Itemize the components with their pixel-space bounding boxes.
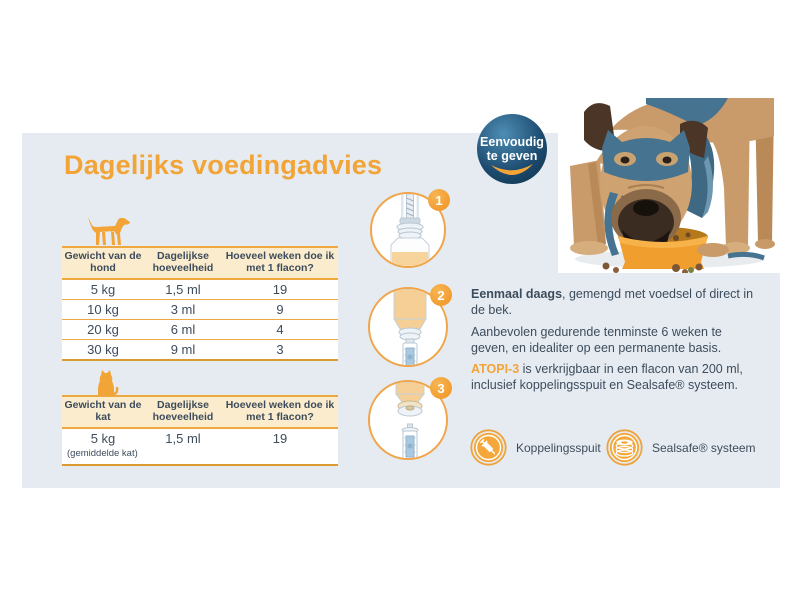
paragraph-availability-lead: ATOPI-3 [471, 362, 520, 376]
paragraph-dosing [471, 287, 767, 318]
step-1 [370, 192, 446, 268]
table-row [62, 429, 338, 448]
cell-amount: 6 ml [170, 321, 196, 337]
table-row [62, 300, 338, 320]
dog-table-header-amount: Dagelijkse hoeveelheid [152, 250, 214, 275]
cell-weeks: 19 [272, 430, 288, 446]
dog-table-header [62, 246, 338, 280]
cell-weight: 30 kg [87, 341, 119, 357]
table-row [62, 320, 338, 340]
badge-line2: te geven [486, 149, 538, 163]
dog-feeding-table [62, 246, 338, 361]
cell-weeks: 4 [276, 321, 284, 337]
badge-line1: Eenvoudig [480, 135, 544, 149]
dog-photo [558, 96, 788, 273]
step-3-number: 3 [430, 377, 452, 399]
cat-table-header-weight: Gewicht van de kat [64, 399, 142, 424]
paragraph-dosing-lead: Eenmaal daags [471, 287, 563, 301]
page-title: Dagelijks voedingadvies [64, 150, 383, 180]
table-row [62, 340, 338, 361]
sealsafe-discs-icon [606, 429, 643, 466]
sealsafe-label: Sealsafe® systeem [652, 441, 756, 455]
paragraph-duration [471, 325, 743, 356]
easy-to-give-badge [475, 112, 549, 186]
step-2 [368, 287, 448, 367]
superhero-dog-illustration [558, 96, 788, 273]
cat-table-header-weeks: Hoeveel weken doe ik met 1 flacon? [225, 399, 335, 424]
cell-weight: 20 kg [87, 321, 119, 337]
paragraph-dosing-rest: , gemengd met voedsel of direct in de bek. [471, 287, 754, 317]
step-1-number: 1 [428, 189, 450, 211]
cell-weeks: 19 [272, 281, 288, 297]
cell-amount: 3 ml [170, 301, 196, 317]
cell-amount: 1,5 ml [165, 430, 201, 446]
cell-weeks: 3 [276, 341, 284, 357]
step-2-number: 2 [430, 284, 452, 306]
cat-table-note: (gemiddelde kat) [62, 448, 338, 466]
cell-weight: 5 kg [90, 430, 116, 446]
cat-table-header [62, 395, 338, 429]
cat-table-header-amount: Dagelijkse hoeveelheid [152, 399, 214, 424]
paragraph-availability-rest: is verkrijgbaar in een flacon van 200 ml, inclusief koppelingsspuit en Sealsafe® systeem. [471, 362, 743, 392]
table-row [62, 280, 338, 300]
cell-amount: 1,5 ml [165, 281, 201, 297]
paragraph-duration-rest: Aanbevolen gedurende tenminste 6 weken te geven, en idealiter op een permanente basis. [471, 325, 722, 355]
cell-amount: 9 ml [170, 341, 196, 357]
cell-weeks: 9 [276, 301, 284, 317]
step-3 [368, 380, 448, 460]
coupling-syringe-label: Koppelingsspuit [516, 441, 601, 455]
paragraph-availability [471, 362, 781, 393]
dog-table-header-weeks: Hoeveel weken doe ik met 1 flacon? [225, 250, 335, 275]
coupling-syringe-icon [470, 429, 507, 466]
dog-table-header-weight: Gewicht van de hond [64, 250, 142, 275]
cell-weight: 5 kg [90, 281, 116, 297]
cat-feeding-table [62, 395, 338, 466]
cell-weight: 10 kg [87, 301, 119, 317]
